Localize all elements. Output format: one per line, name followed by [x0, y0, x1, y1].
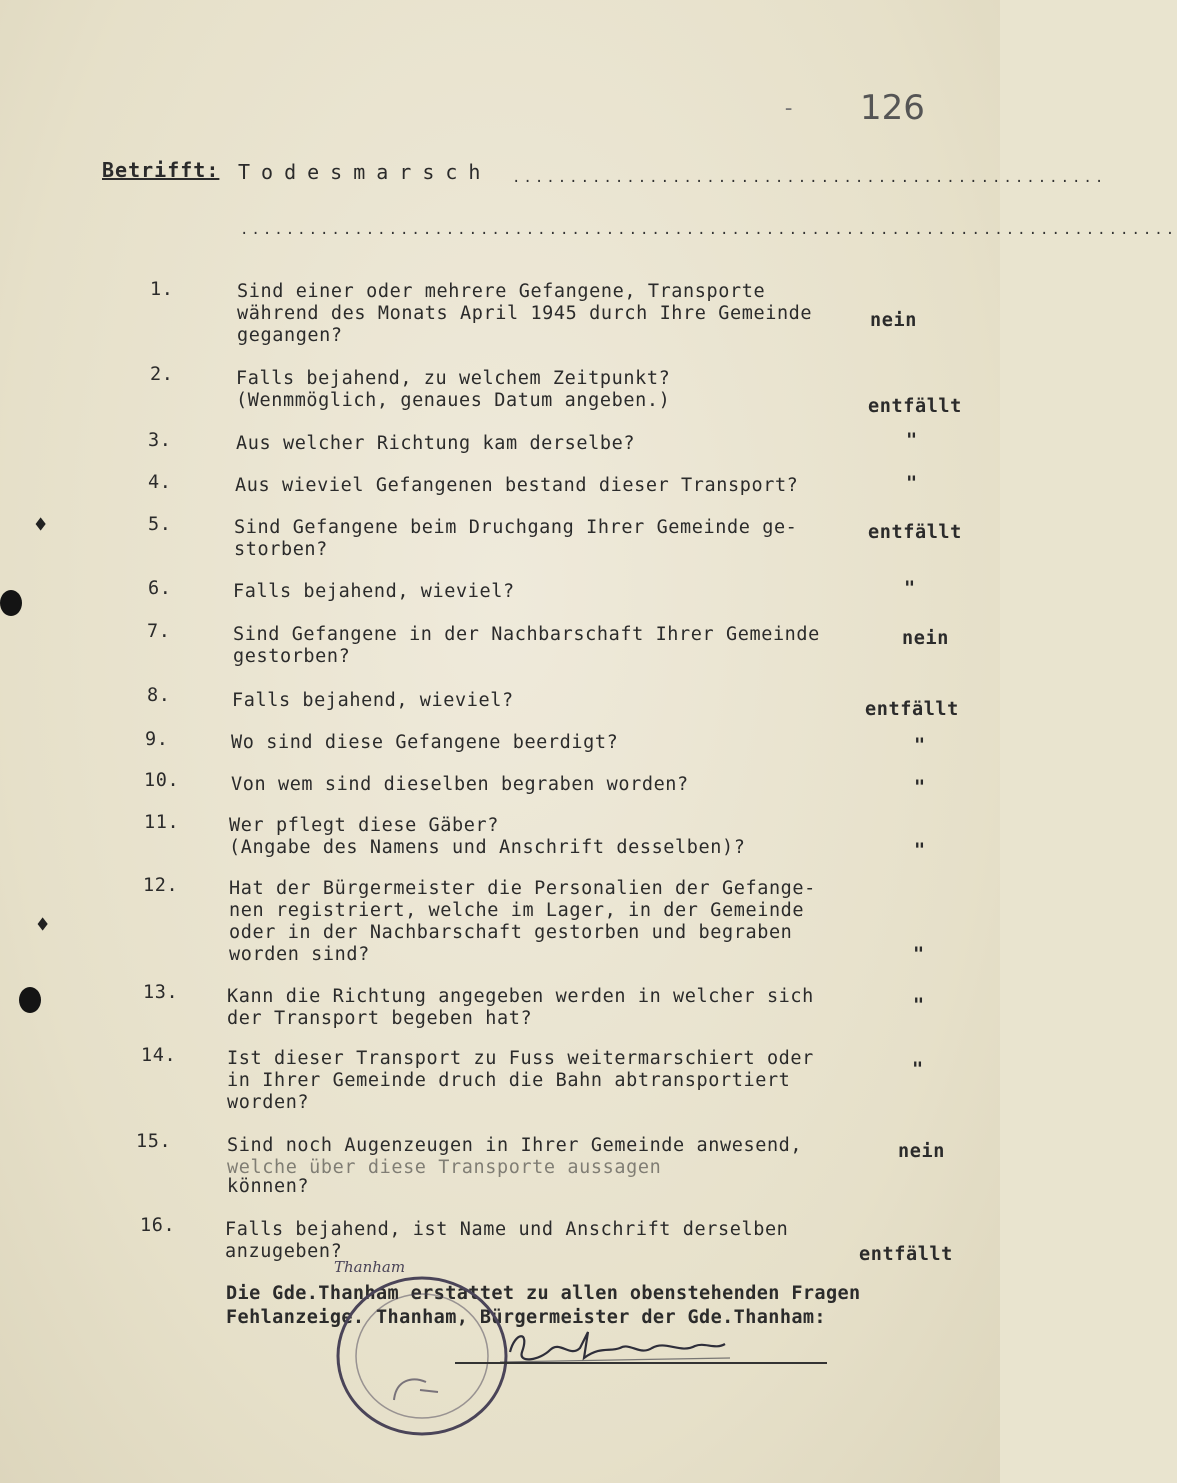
question-line: Kann die Richtung angegeben werden in welcher sich [227, 986, 814, 1007]
question-line: Ist dieser Transport zu Fuss weitermarschiert oder [227, 1048, 814, 1069]
punch-hole [0, 590, 22, 616]
closing-line: Die Gde.Thanham erstattet zu allen obenstehenden Fragen [226, 1283, 861, 1304]
question-line: Sind Gefangene beim Druchgang Ihrer Gemeinde ge- [234, 517, 798, 538]
answer: " [914, 735, 926, 756]
signature-line [455, 1362, 827, 1364]
question-line: in Ihrer Gemeinde druch die Bahn abtransportiert [227, 1070, 791, 1091]
question-line: storben? [234, 539, 328, 560]
punch-hole [19, 987, 41, 1013]
punch-mark-icon: ♦ [36, 913, 50, 938]
question-line: gegangen? [237, 325, 343, 346]
answer: entfällt [868, 396, 962, 417]
stamp-text: Thanham [334, 1258, 406, 1276]
answer: " [906, 430, 918, 451]
dotted-line: .................................................... [512, 170, 1107, 186]
answer: nein [898, 1141, 945, 1162]
question-number: 11. [144, 812, 180, 833]
question-number: 5. [148, 514, 172, 535]
question-number: 6. [148, 578, 172, 599]
question-line: worden sind? [229, 944, 370, 965]
question-number: 1. [150, 279, 174, 300]
question-number: 4. [148, 472, 172, 493]
question-number: 3. [148, 430, 172, 451]
question-line: (Wenmmöglich, genaues Datum angeben.) [236, 390, 671, 411]
question-line: gestorben? [233, 646, 351, 667]
question-line: Sind Gefangene in der Nachbarschaft Ihrer Gemeinde [233, 624, 820, 645]
question-line: Sind einer oder mehrere Gefangene, Transporte [237, 281, 766, 302]
question-line: Aus wieviel Gefangenen bestand dieser Transport? [235, 475, 799, 496]
question-line: Aus welcher Richtung kam derselbe? [236, 433, 636, 454]
closing-line: Fehlanzeige. Thanham, Bürgermeister der Gde.Thanham: [226, 1307, 826, 1328]
question-line: oder in der Nachbarschaft gestorben und begraben [229, 922, 793, 943]
answer: entfällt [865, 699, 959, 720]
question-line: während des Monats April 1945 durch Ihre Gemeinde [237, 303, 813, 324]
answer: " [912, 1059, 924, 1080]
answer: nein [870, 310, 917, 331]
answer: entfällt [868, 522, 962, 543]
answer: " [914, 840, 926, 861]
question-number: 16. [140, 1215, 176, 1236]
question-number: 9. [145, 729, 169, 750]
question-line: anzugeben? [225, 1241, 343, 1262]
question-line: der Transport begeben hat? [227, 1008, 533, 1029]
answer: entfällt [859, 1244, 953, 1265]
question-line: worden? [227, 1092, 310, 1113]
page-mark: - [782, 96, 796, 121]
question-line: welche über diese Transporte aussagen [227, 1157, 662, 1178]
answer: " [913, 944, 925, 965]
question-number: 7. [147, 621, 171, 642]
question-number: 8. [147, 685, 171, 706]
question-number: 13. [143, 982, 179, 1003]
question-line: Wo sind diese Gefangene beerdigt? [231, 732, 619, 753]
question-number: 2. [150, 364, 174, 385]
question-number: 12. [143, 875, 179, 896]
question-line: Falls bejahend, zu welchem Zeitpunkt? [236, 368, 671, 389]
answer: " [913, 995, 925, 1016]
question-line: nen registriert, welche im Lager, in der Gemeinde [229, 900, 805, 921]
answer: " [914, 777, 926, 798]
subject-title: Todesmarsch [238, 160, 492, 184]
question-line: Hat der Bürgermeister die Personalien der Gefange- [229, 878, 816, 899]
page-number: 126 [860, 88, 925, 128]
answer: " [906, 473, 918, 494]
question-line: Falls bejahend, wieviel? [232, 690, 514, 711]
dotted-line: .................................................................................. [240, 222, 1177, 238]
question-line: Falls bejahend, wieviel? [233, 581, 515, 602]
question-line: (Angabe des Namens und Anschrift desselben)? [229, 837, 746, 858]
answer: " [904, 578, 916, 599]
question-number: 15. [136, 1131, 172, 1152]
subject-label: Betrifft: [102, 158, 220, 182]
signature [470, 1322, 750, 1372]
question-line: Falls bejahend, ist Name und Anschrift derselben [225, 1219, 789, 1240]
question-line: Von wem sind dieselben begraben worden? [231, 774, 689, 795]
question-line: Wer pflegt diese Gäber? [229, 815, 499, 836]
question-line: können? [227, 1176, 310, 1197]
question-line: Sind noch Augenzeugen in Ihrer Gemeinde anwesend, [227, 1135, 803, 1156]
answer: nein [902, 628, 949, 649]
question-number: 10. [144, 770, 180, 791]
question-number: 14. [141, 1045, 177, 1066]
punch-mark-icon: ♦ [34, 513, 48, 538]
